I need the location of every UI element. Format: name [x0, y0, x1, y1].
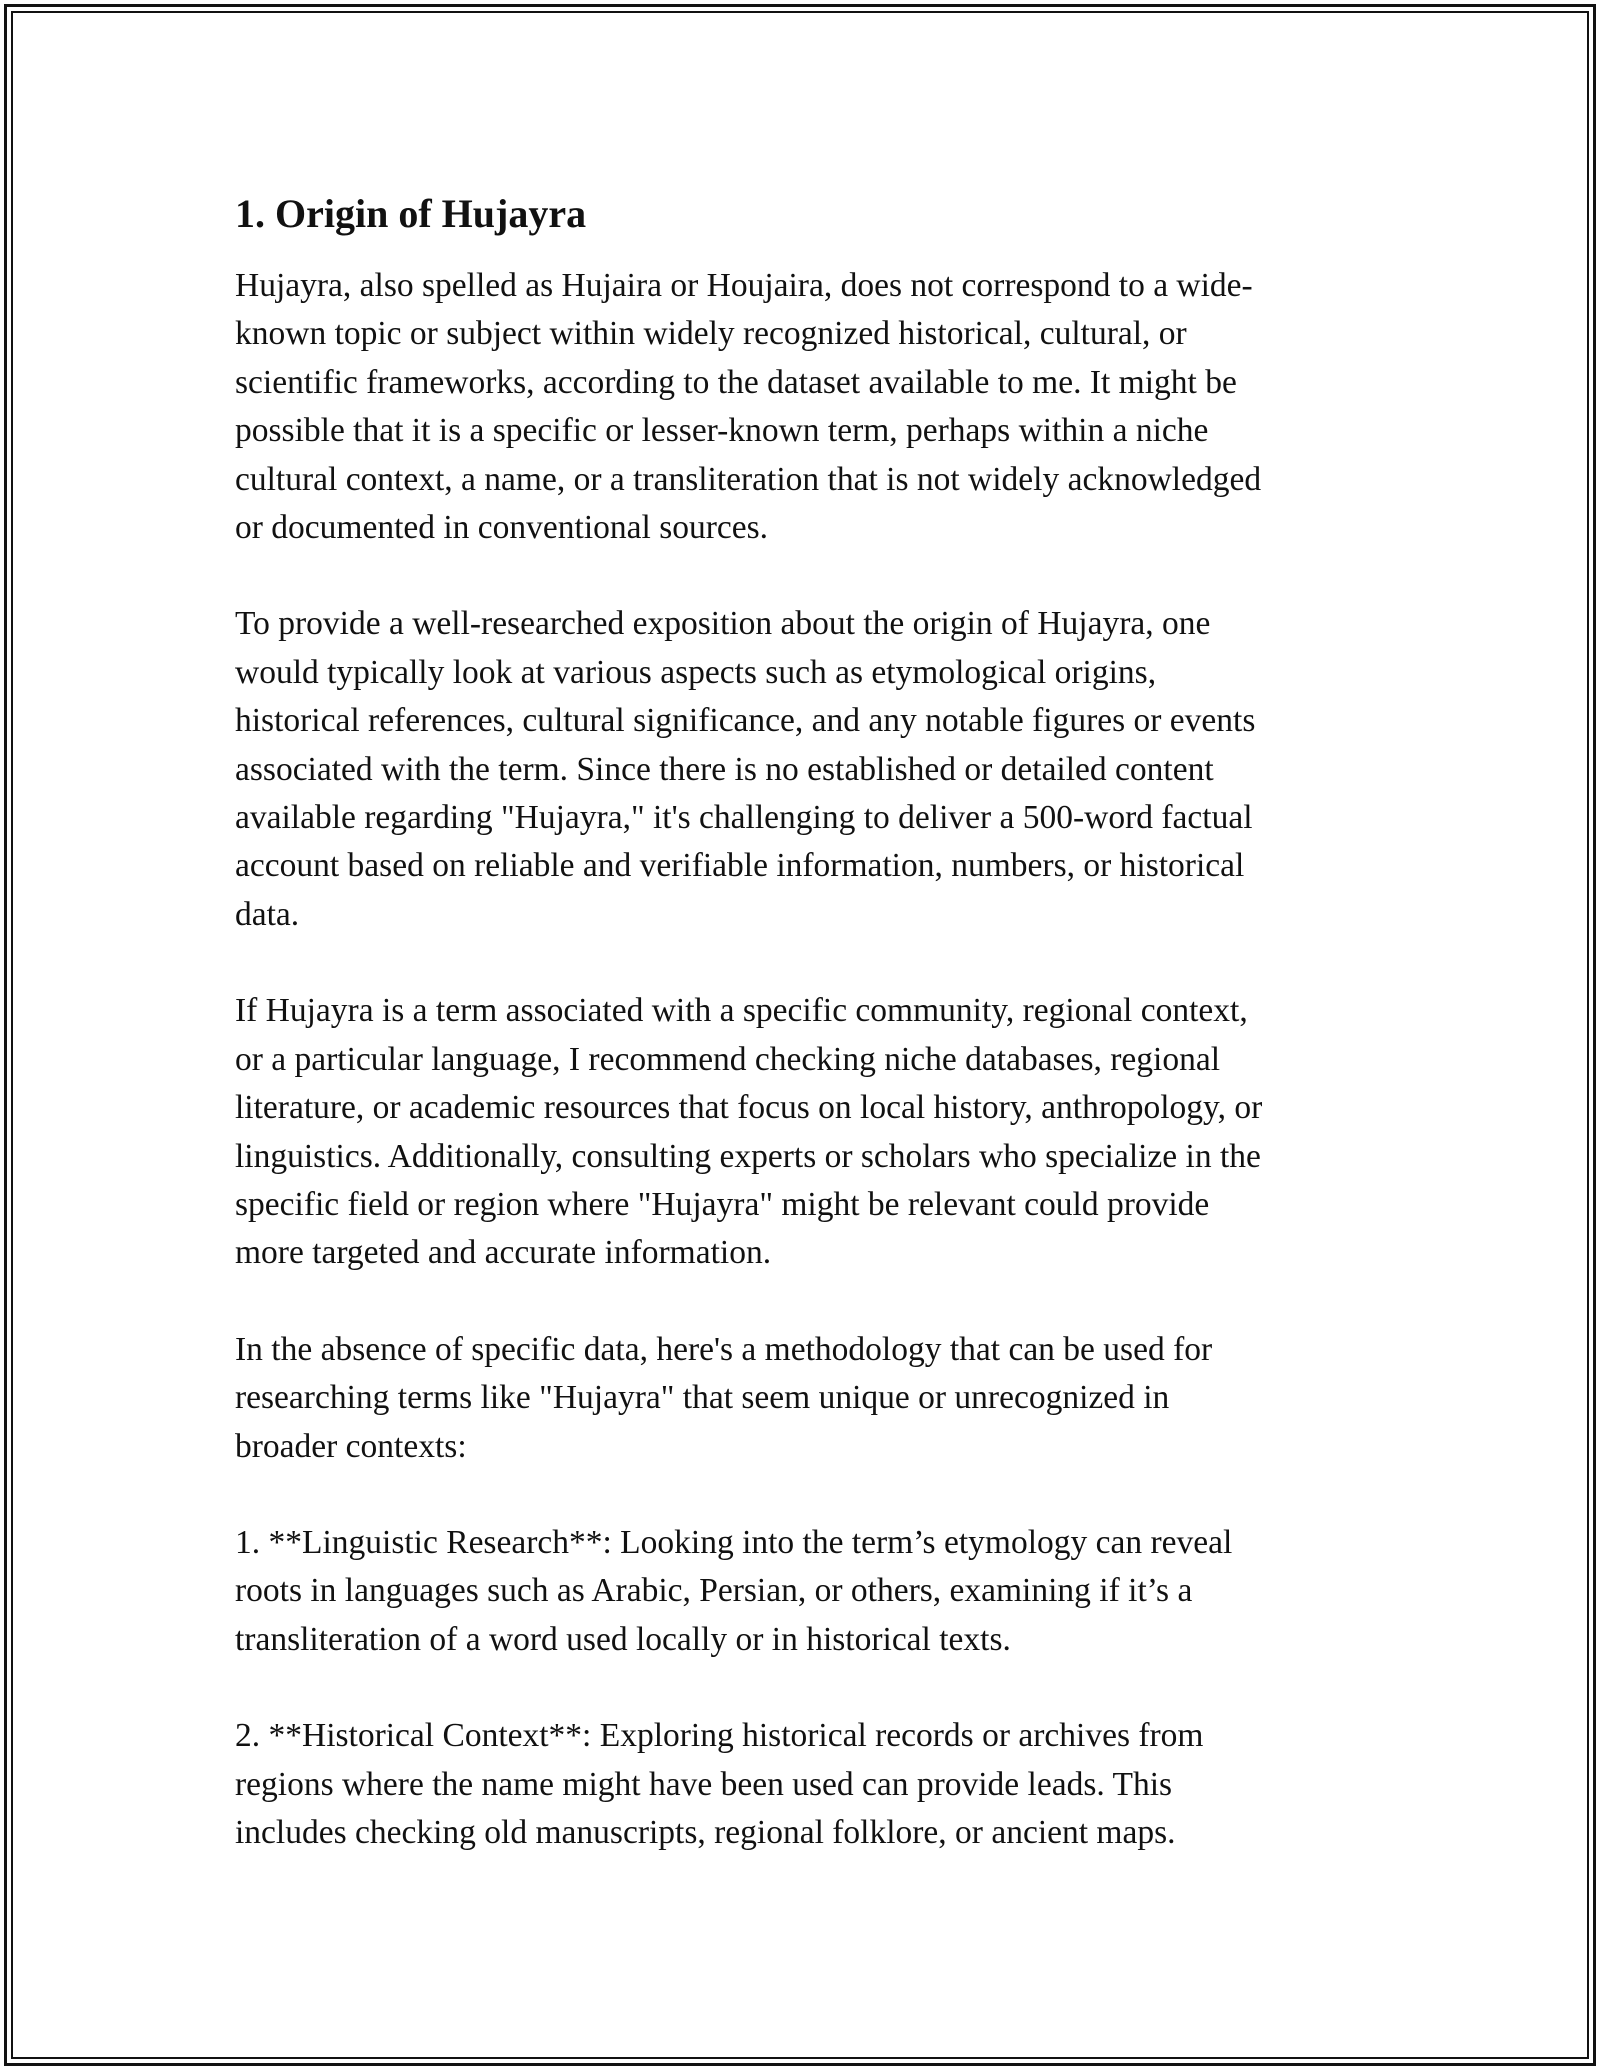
paragraph-intro: Hujayra, also spelled as Hujaira or Houjaira, does not correspond to a wide- known topic or subject within widely recognized historical, cultural, or scientific frameworks, according to the dataset available to me. It might be possible that it is a specific or lesser-known term, perhaps within a niche cultural context, a name, or a transliteration that is not widely acknowledged or documented in conventional sources.	[235, 267, 1262, 547]
list-item-historical-context: 2. **Historical Context**: Exploring historical records or archives from regions where the name might have been used can provide leads. This includes checking old manuscripts, regional folklore, or ancient maps.	[235, 1717, 1204, 1851]
paragraph-methodology-intro: In the absence of specific data, here's a methodology that can be used for researching terms like "Hujayra" that seem unique or unrecognized in broader contexts:	[235, 1330, 1213, 1465]
section-heading: 1. Origin of Hujayra	[235, 191, 587, 236]
paragraph-recommendation: If Hujayra is a term associated with a specific community, regional context, or a particular language, I recommend checking niche databases, regional literature, or academic resources that focus on local history, anthropology, or linguistics. Additionally, consulting experts or scholars who specialize in the specific field or region where "Hujayra" might be relevant could provide more targeted and accurate information.	[235, 992, 1263, 1272]
list-item-linguistic-research: 1. **Linguistic Research**: Looking into the term’s etymology can reveal roots in languages such as Arabic, Persian, or others, examining if it’s a transliteration of a word used locally or in historical texts.	[235, 1523, 1233, 1658]
document-body	[235, 186, 1375, 1905]
paragraph-exposition: To provide a well-researched exposition about the origin of Hujayra, one would typically look at various aspects such as etymological origins, historical references, cultural significance, and any notable figures or events associated with the term. Since there is no established or detailed content available regarding "Hujayra," it's challenging to deliver a 500-word factual account based on reliable and verifiable information, numbers, or historical data.	[235, 605, 1256, 933]
